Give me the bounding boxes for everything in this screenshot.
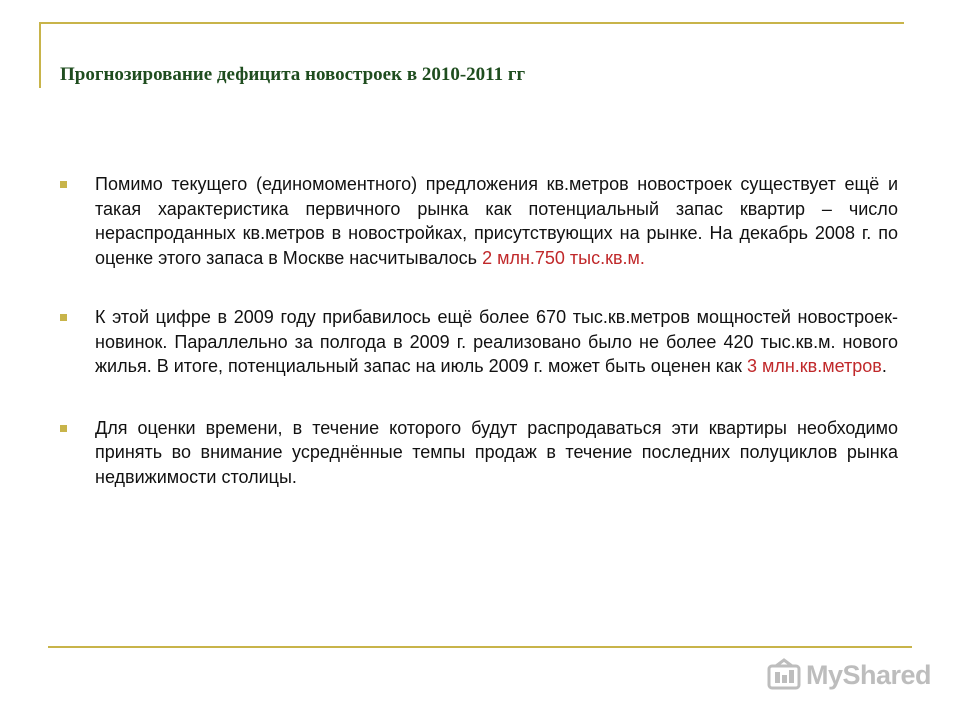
frame-top-line [40,22,904,24]
bullet-item-2 [60,305,900,379]
bullet-text-before: Помимо текущего (единомоментного) предложения кв.метров новостроек существует ещё и такая характеристика первичного рынка как потенциальный запас квартир – число нераспроданных кв.метров в новостройках, присутствующих на рынке. На декабрь 2008 г. по оценке этого запаса в Москве насчитывалось [95,174,898,268]
watermark-text: MyShared [806,659,932,690]
bullet-text-before: К этой цифре в 2009 году прибавилось ещё более 670 тыс.кв.метров мощностей новостроек-новинок. Параллельно за полгода в 2009 г. реализовано было не более 420 тыс.кв.м. нового жилья. В итоге, потенциальный запас на июль 2009 г. может быть оценен как [95,307,898,376]
myshared-logo-icon [766,657,802,693]
frame-bottom-line [48,646,912,648]
slide-title: Прогнозирование дефицита новостроек в 2010-2011 гг [60,64,526,85]
frame-left-line [39,22,41,88]
bullet-text [95,416,898,490]
square-bullet-icon [60,425,67,432]
bullet-text [95,172,898,270]
bullet-text [95,305,898,379]
bullet-list [60,172,900,524]
bullet-highlight: 2 млн.750 тыс.кв.м. [482,247,645,268]
bullet-text-before: Для оценки времени, в течение которого будут распродаваться эти квартиры необходимо принять во внимание усреднённые темпы продаж в течение последних полуциклов рынка недвижимости столицы. [95,417,898,487]
bullet-text-after: . [881,356,887,376]
bullet-item-1 [60,172,900,270]
bullet-item-3 [60,416,900,490]
bullet-highlight: 3 млн.кв.метров [746,356,882,376]
watermark-logo[interactable] [766,656,931,694]
square-bullet-icon [60,181,67,188]
square-bullet-icon [60,314,67,321]
